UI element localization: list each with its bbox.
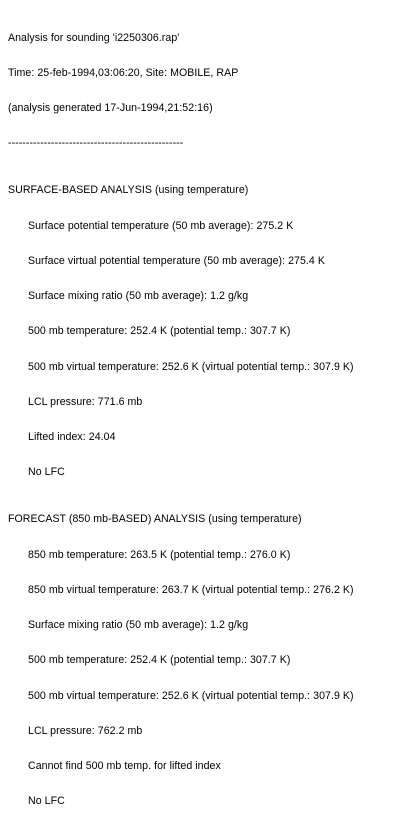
surface-mixing-ratio-line: Surface mixing ratio (50 mb average): 1.2 g/kg — [28, 290, 249, 302]
surface-lifted-index-line: Lifted index: 24.04 — [28, 431, 116, 443]
forecast-analysis-heading: FORECAST (850 mb-BASED) ANALYSIS (using temperature) — [8, 513, 302, 526]
forecast-lcl-pressure-line: LCL pressure: 762.2 mb — [28, 724, 143, 737]
forecast-no-lfc-line: No LFC — [28, 795, 65, 808]
text-divider: ------------------------------------------------- — [8, 137, 184, 150]
sounding-analysis-text — [8, 9, 412, 832]
surface-potential-temperature-line: Surface potential temperature (50 mb average): 275.2 K — [28, 219, 294, 232]
surface-virtual-potential-temperature-line: Surface virtual potential temperature (50 mb average): 275.4 K — [28, 254, 325, 267]
forecast-500mb-virtual-temperature-line: 500 mb virtual temperature: 252.6 K (virtual potential temp.: 307.9 K) — [28, 689, 354, 702]
surface-500mb-virtual-temperature-line: 500 mb virtual temperature: 252.6 K (virtual potential temp.: 307.9 K) — [28, 360, 354, 373]
surface-no-lfc-line: No LFC — [28, 466, 65, 479]
surface-lcl-pressure-line: LCL pressure: 771.6 mb — [28, 395, 143, 408]
forecast-500mb-temperature-line: 500 mb temperature: 252.4 K (potential temp.: 307.7 K) — [28, 654, 291, 667]
analysis-title: Analysis for sounding 'i2250306.rap' — [8, 31, 180, 44]
forecast-lifted-index-message-line: Cannot find 500 mb temp. for lifted index — [28, 760, 221, 772]
forecast-surface-mixing-ratio-line: Surface mixing ratio (50 mb average): 1.2 g/kg — [28, 619, 249, 631]
time-site-line: Time: 25-feb-1994,03:06:20, Site: MOBILE, RAP — [8, 66, 239, 79]
forecast-850mb-temperature-line: 850 mb temperature: 263.5 K (potential temp.: 276.0 K) — [28, 548, 291, 561]
generated-line: (analysis generated 17-Jun-1994,21:52:16) — [8, 102, 213, 114]
surface-analysis-heading: SURFACE-BASED ANALYSIS (using temperature) — [8, 184, 249, 197]
surface-500mb-temperature-line: 500 mb temperature: 252.4 K (potential temp.: 307.7 K) — [28, 325, 291, 338]
forecast-850mb-virtual-temperature-line: 850 mb virtual temperature: 263.7 K (virtual potential temp.: 276.2 K) — [28, 583, 354, 596]
